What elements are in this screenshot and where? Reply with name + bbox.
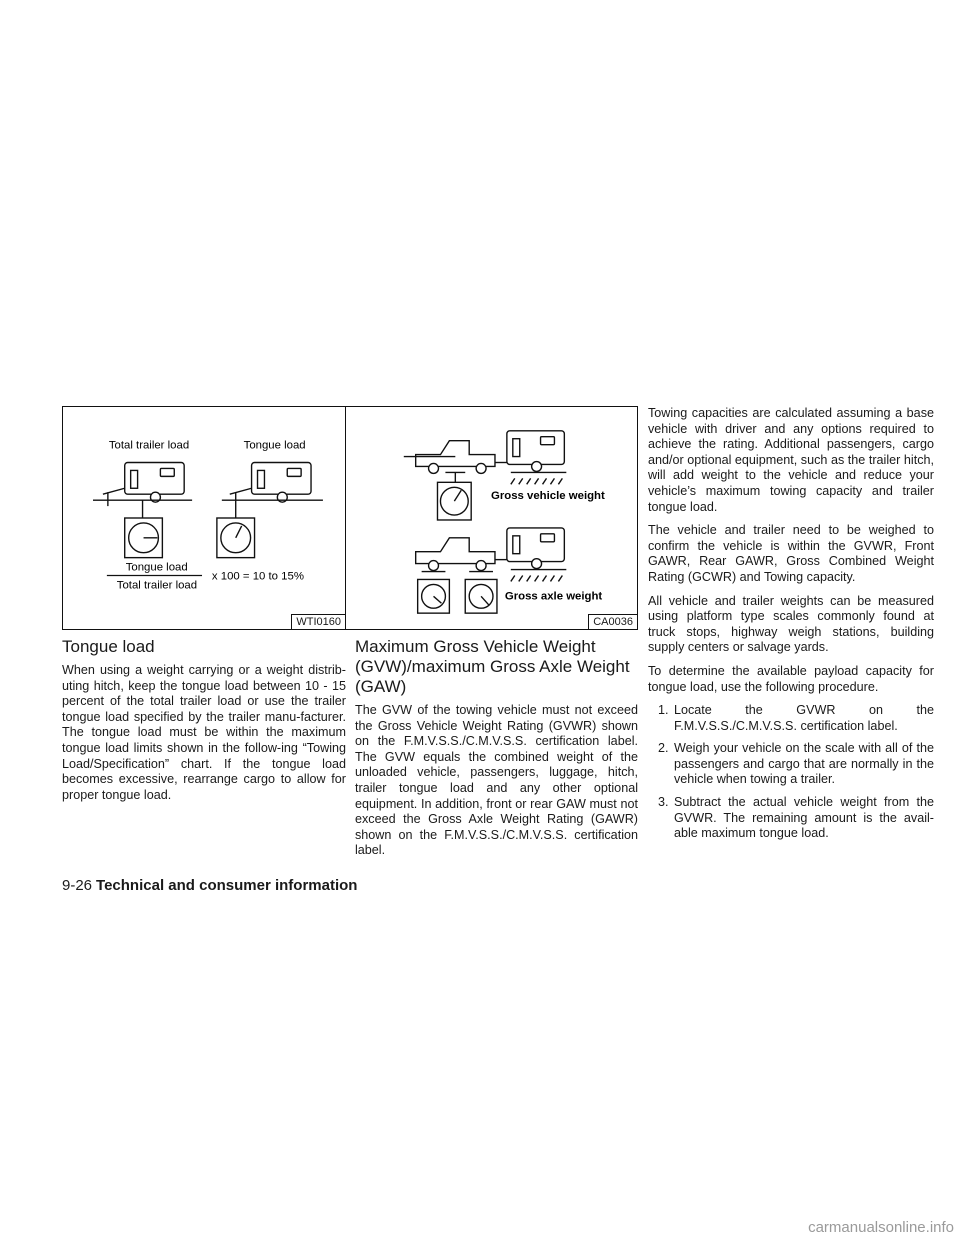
label-gross-axle-weight: Gross axle weight (504, 590, 603, 603)
label-tongue-load: Tongue load (243, 439, 306, 452)
formula-result: x 100 = 10 to 15% (211, 570, 304, 583)
paragraph-scales: All vehicle and trailer weights can be measured using platform type scales commonly found at truck stops, highway weigh stations, building supply centers or salvage yards. (648, 593, 934, 655)
list-item: 2. Weigh your vehicle on the scale with all of the passengers and cargo that are normally in the vehicle when towing a trailer. (658, 741, 934, 787)
heading-tongue-load: Tongue load (62, 637, 155, 656)
paragraph-weigh-vehicle: The vehicle and trailer need to be weighed to confirm the vehicle is within the GVWR, Front GAWR, Rear GAWR, Gross Combined Weight Rating (GCWR) and Towing capacity. (648, 523, 934, 584)
watermark: carmanualsonline.info (808, 1219, 954, 1236)
heading-gross-weight: Maximum Gross Vehicle Weight (GVW)/maximum Gross Axle Weight (GAW) (355, 637, 630, 696)
procedure-steps (648, 703, 934, 842)
paragraph-procedure: To determine the available payload capacity for tongue load, use the following procedure. (648, 663, 934, 694)
label-gross-vehicle-weight: Gross vehicle weight (491, 490, 605, 503)
column-gross-weight (355, 637, 638, 867)
scale-right (217, 518, 255, 558)
formula-numerator: Tongue load (125, 561, 188, 574)
figure-code: CA0036 (588, 614, 637, 629)
list-item: 1. Locate the GVWR on the F.M.V.S.S./C.M.V.S.S. certification label. (658, 703, 934, 733)
truck-trailer-top (404, 431, 567, 520)
column-towing-capacity (648, 406, 934, 849)
figure-gross-weight (345, 406, 638, 630)
paragraph-towing-capacity: Towing capacities are calculated assuming a base vehicle with driver and any options required to achieve the rating. Additional passengers, cargo and/or optional equipment, such as the trailer hitch, will add weight to the vehicle and reduce your vehicle’s maximum towing capacity and trailer tongue load. (648, 406, 934, 514)
list-item: 3. Subtract the actual vehicle weight from the GVWR. The remaining amount is the avail-able maximum tongue load. (658, 795, 934, 841)
tongue-load-diagram (63, 407, 345, 629)
figure-tongue-load (62, 406, 346, 630)
label-total-trailer-load: Total trailer load (108, 439, 190, 452)
scale-left (125, 518, 163, 558)
column-tongue-load (62, 637, 346, 811)
page-footer (62, 877, 357, 894)
gross-weight-diagram (346, 407, 637, 629)
page-number: 9-26 (62, 877, 93, 894)
trailer-right (222, 463, 323, 519)
figure-code: WTI0160 (291, 614, 345, 629)
trailer-left (93, 463, 192, 519)
paragraph-gross-weight: The GVW of the towing vehicle must not exceed the Gross Vehicle Weight Rating (GVWR) shown on the F.M.V.S.S./C.M.V.S.S. certification label. The GVW equals the combined weight of the unloaded vehicle, passengers, luggage, hitch, trailer tongue load and any other optional equipment. In addition, front or rear GAW must not exceed the Gross Axle Weight Rating (GAWR) shown on the F.M.V.S.S./C.M.V.S.S. certification label. (355, 703, 638, 858)
paragraph-tongue-load: When using a weight carrying or a weight distrib-uting hitch, keep the tongue load between 10 - 15 percent of the total trailer load or use the trailer tongue load specified by the trailer manu-facturer. The tongue load must be within the maximum tongue load limits shown in the follow-ing “Towing Load/Specification” chart. If the tongue load becomes excessive, rearrange cargo to allow for proper tongue load. (62, 663, 346, 802)
section-title: Technical and consumer information (96, 877, 358, 894)
formula-denominator: Total trailer load (116, 579, 198, 592)
